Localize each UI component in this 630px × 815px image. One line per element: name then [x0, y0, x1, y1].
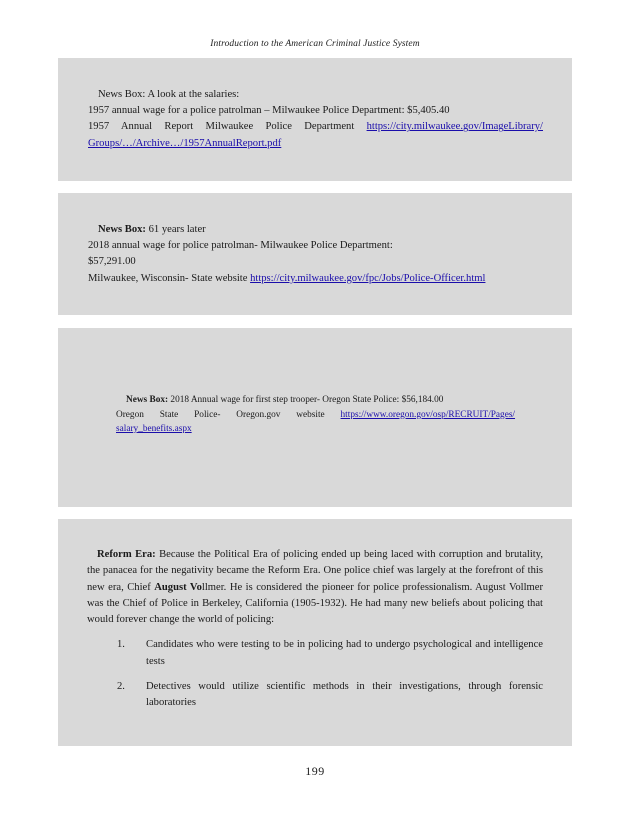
list-item-text: Detectives would utilize scientific methods in their investigations, through forensic laboratories	[146, 681, 543, 709]
vollmer-beliefs-list	[87, 637, 543, 711]
news-box-title: News Box: A look at the salaries:	[98, 89, 240, 100]
news-box-title	[88, 222, 543, 238]
list-item	[87, 679, 543, 712]
reform-era-paragraph	[87, 547, 543, 628]
oregon-salary-link-part1[interactable]: https://www.oregon.gov/osp/RECRUIT/Pages/	[340, 409, 516, 420]
news-box-link-line2	[116, 422, 515, 437]
running-header: Introduction to the American Criminal Justice System	[210, 39, 420, 49]
news-box-link-line2	[88, 136, 543, 152]
news-box-source-line	[88, 119, 543, 135]
news-box-wage-line: 1957 annual wage for a police patrolman – Milwaukee Police Department: $5,405.40	[88, 105, 450, 117]
reform-era-box	[58, 519, 572, 746]
news-box-label: News Box:	[126, 395, 169, 405]
list-item-text: Candidates who were testing to be in policing had to undergo psychological and intelligence tests	[146, 639, 543, 667]
news-box-wage-line: 2018 annual wage for police patrolman- Milwaukee Police Department:	[88, 240, 393, 252]
news-box-title-rest: 2018 Annual wage for first step trooper- Oregon State Police: $56,184.00	[168, 395, 444, 405]
source-label: Oregon State Police- Oregon.gov website	[116, 409, 325, 420]
news-box-title-rest: 61 years later	[145, 224, 206, 235]
list-item-number: 2.	[117, 681, 125, 693]
news-box-1957-salary	[58, 58, 572, 181]
list-item-number: 1.	[117, 639, 125, 651]
source-label: 1957 Annual Report Milwaukee Police Department	[88, 121, 355, 133]
news-box-source-line	[116, 408, 515, 423]
list-item	[87, 637, 543, 670]
news-box-2018-milwaukee	[58, 193, 572, 315]
news-box-source-line	[88, 271, 543, 287]
source-label: Milwaukee, Wisconsin- State website	[88, 272, 251, 284]
annual-report-link-part2[interactable]: Groups/…/Archive…/1957AnnualReport.pdf	[88, 137, 282, 149]
news-box-title	[116, 393, 515, 408]
news-box-2018-oregon	[58, 328, 572, 507]
news-box-label: News Box:	[98, 224, 146, 235]
reform-era-label: Reform Era:	[97, 549, 156, 560]
milwaukee-jobs-link[interactable]: https://city.milwaukee.gov/fpc/Jobs/Police-Officer.html	[250, 272, 486, 284]
annual-report-link-part1[interactable]: https://city.milwaukee.gov/ImageLibrary/	[366, 121, 543, 133]
august-vollmer-name: August Vo	[154, 581, 202, 593]
news-box-wage-amount: $57,291.00	[88, 256, 136, 268]
page-number: 199	[305, 764, 325, 778]
reform-era-text-1: Because the Political Era of policing ended up being laced with corruption and brutality, the panacea for the negativity became the Reform Era. One police chief was largely at the forefront of this new era, Chief	[87, 549, 543, 593]
oregon-salary-link-part2[interactable]: salary_benefits.aspx	[116, 424, 192, 435]
reform-era-text-2: llmer. He is considered the pioneer for police professionalism. August Vollmer was the Chief of Police in Berkeley, California (1905-1932). He had many new beliefs about policing that would forever change the world of policing:	[87, 581, 543, 626]
